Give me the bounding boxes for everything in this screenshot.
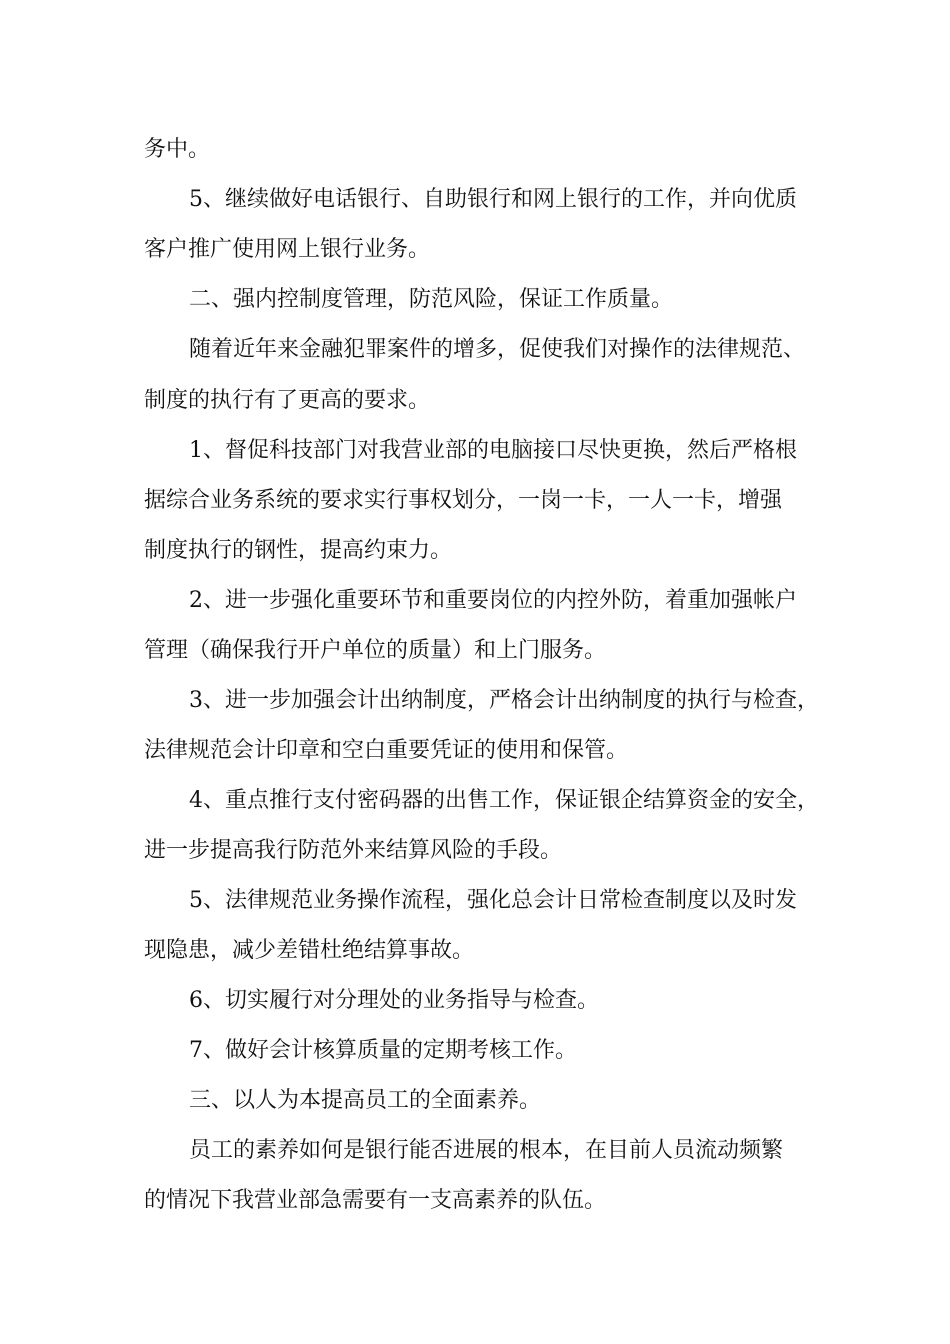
text-line: 据综合业务系统的要求实行事权划分，一岗一卡，一人一卡，增强 xyxy=(144,488,783,513)
text-line: 6、切实履行对分理处的业务指导与检查。 xyxy=(189,988,599,1013)
text-line: 的情况下我营业部急需要有一支高素养的队伍。 xyxy=(144,1188,607,1213)
text-line: 制度执行的钢性，提高约束力。 xyxy=(144,538,453,563)
text-line: 客户推广使用网上银行业务。 xyxy=(144,237,431,262)
text-line: 管理（确保我行开户单位的质量）和上门服务。 xyxy=(144,638,607,663)
text-line: 务中。 xyxy=(144,137,211,162)
text-line: 4、重点推行支付密码器的出售工作，保证银企结算资金的安全， xyxy=(189,788,819,813)
text-line: 7、做好会计核算质量的定期考核工作。 xyxy=(189,1038,577,1063)
text-line: 进一步提高我行防范外来结算风险的手段。 xyxy=(144,838,563,863)
text-line: 3、进一步加强会计出纳制度，严格会计出纳制度的执行与检查， xyxy=(189,688,819,713)
text-line: 现隐患，减少差错杜绝结算事故。 xyxy=(144,938,475,963)
text-line: 5、法律规范业务操作流程，强化总会计日常检查制度以及时发 xyxy=(189,888,797,913)
section-heading: 三、以人为本提高员工的全面素养。 xyxy=(189,1088,542,1113)
text-line: 随着近年来金融犯罪案件的增多，促使我们对操作的法律规范、 xyxy=(189,337,806,362)
text-line: 1、督促科技部门对我营业部的电脑接口尽快更换，然后严格根 xyxy=(189,438,797,463)
text-line: 员工的素养如何是银行能否进展的根本，在目前人员流动频繁 xyxy=(189,1138,784,1163)
text-line: 法律规范会计印章和空白重要凭证的使用和保管。 xyxy=(144,738,629,763)
text-line: 制度的执行有了更高的要求。 xyxy=(144,388,431,413)
text-line: 2、进一步强化重要环节和重要岗位的内控外防，着重加强帐户 xyxy=(189,588,797,613)
text-line: 5、继续做好电话银行、自助银行和网上银行的工作，并向优质 xyxy=(189,187,797,212)
section-heading: 二、强内控制度管理，防范风险，保证工作质量。 xyxy=(189,287,674,312)
